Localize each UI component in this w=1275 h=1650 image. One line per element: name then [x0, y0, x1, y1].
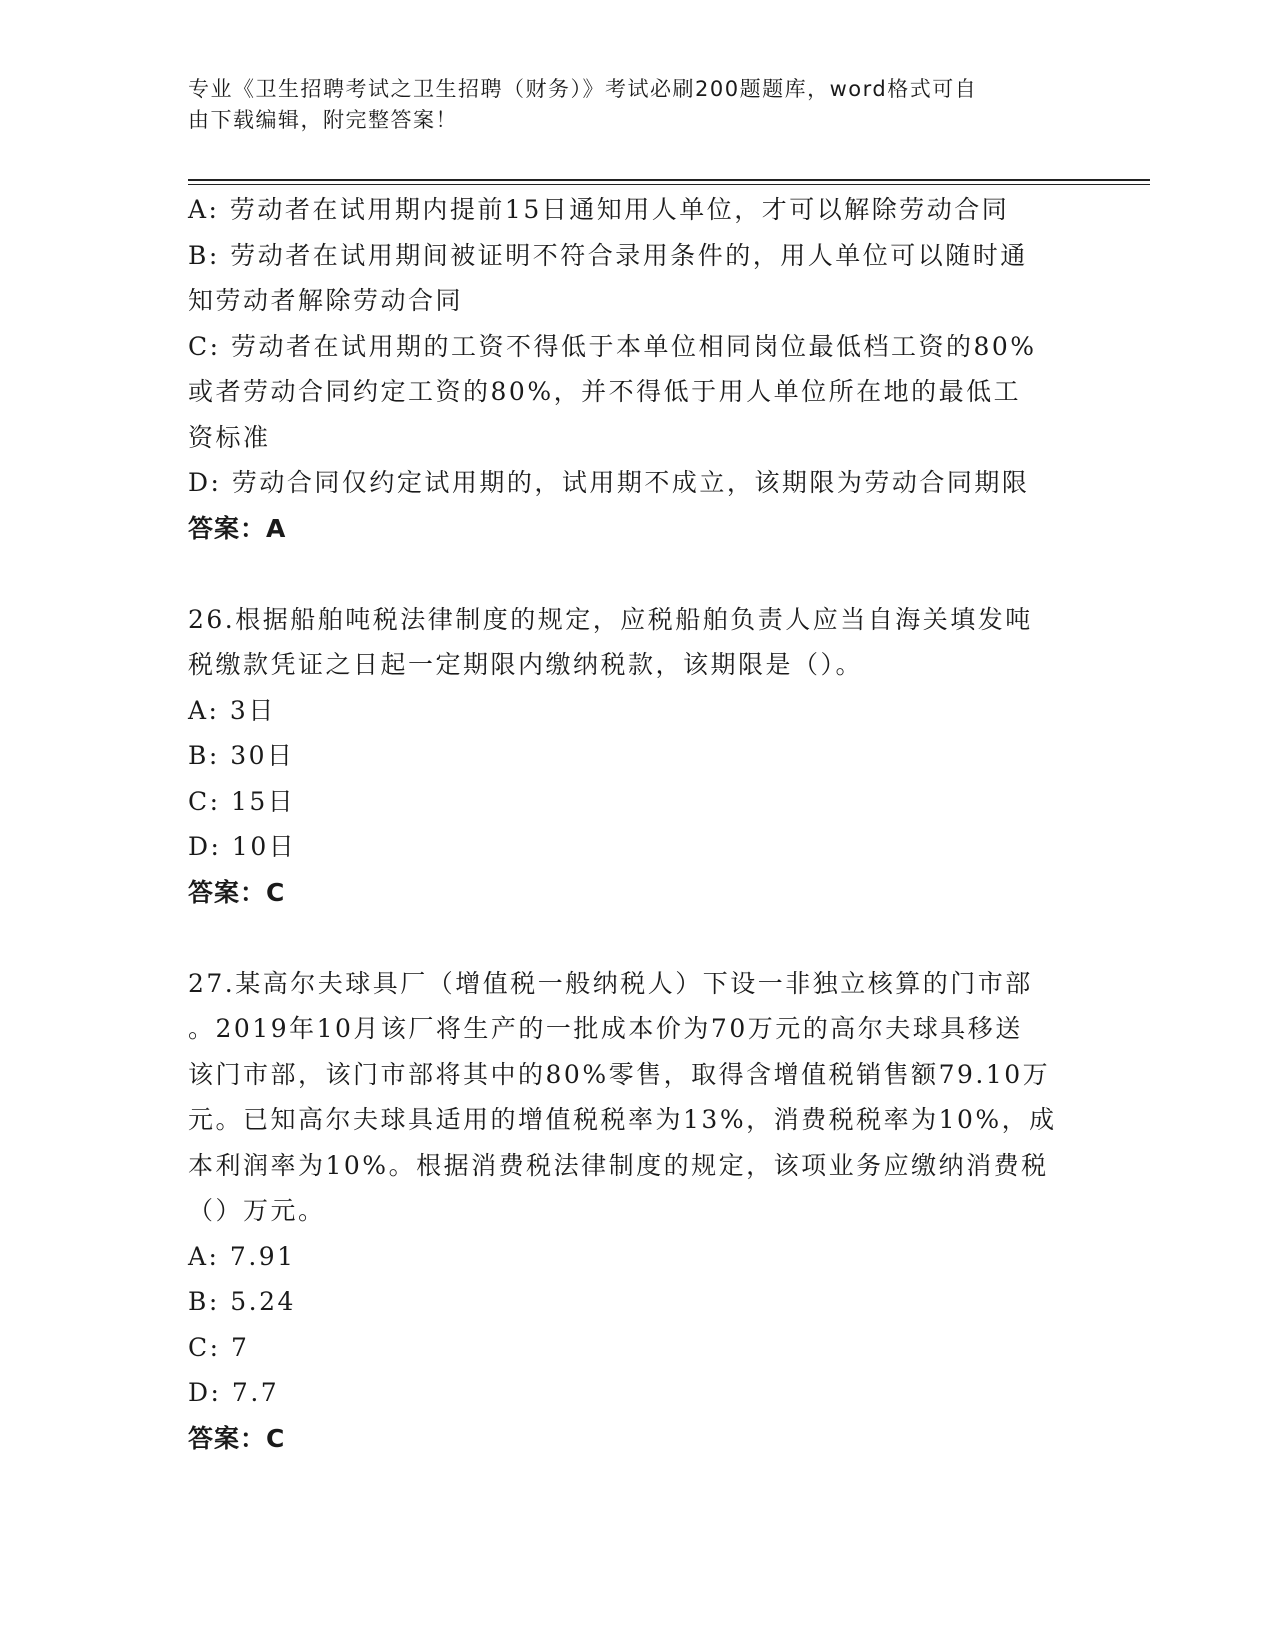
q26-answer: 答案：C — [188, 877, 286, 907]
q27-option-b: B: 5.24 — [188, 1287, 296, 1316]
q27-stem-cont-4: 本利润率为10%。根据消费税法律制度的规定，该项业务应缴纳消费税 — [188, 1150, 1049, 1180]
q27-option-d: D: 7.7 — [188, 1378, 280, 1407]
q27-stem-cont-1: 。2019年10月该厂将生产的一批成本价为70万元的高尔夫球具移送 — [188, 1014, 1023, 1043]
q27-answer: 答案：C — [188, 1423, 286, 1453]
question-content — [188, 187, 1088, 1461]
q25-option-d: D: 劳动合同仅约定试用期的，试用期不成立，该期限为劳动合同期限 — [188, 468, 1030, 497]
question-27-block — [188, 961, 1088, 1462]
q25-option-c-cont: 或者劳动合同约定工资的80%，并不得低于用人单位所在地的最低工 — [188, 377, 1022, 406]
q26-option-b: B: 30日 — [188, 741, 295, 770]
q25-option-b: B: 劳动者在试用期间被证明不符合录用条件的，用人单位可以随时通 — [188, 240, 1028, 270]
q27-stem-cont-2: 该门市部，该门市部将其中的80%零售，取得含增值税销售额79.10万 — [188, 1059, 1051, 1089]
page-header — [188, 74, 1088, 136]
q26-option-a: A: 3日 — [188, 695, 276, 725]
q27-option-a: A: 7.91 — [188, 1241, 296, 1271]
spacer — [188, 551, 1088, 597]
header-line-2: 由下载编辑，附完整答案！ — [188, 108, 458, 132]
header-line-1: 专业《卫生招聘考试之卫生招聘（财务）》考试必刷200题题库，word格式可自 — [188, 77, 978, 101]
q27-stem: 27.某高尔夫球具厂（增值税一般纳税人）下设一非独立核算的门市部 — [188, 968, 1033, 998]
header-rule-thin — [188, 184, 1150, 185]
q25-option-c: C: 劳动者在试用期的工资不得低于本单位相同岗位最低档工资的80% — [188, 331, 1037, 361]
q25-answer: 答案：A — [188, 513, 287, 543]
q27-stem-cont-5: （）万元。 — [188, 1196, 326, 1225]
question-25-block — [188, 187, 1088, 551]
q26-stem: 26.根据船舶吨税法律制度的规定，应税船舶负责人应当自海关填发吨 — [188, 604, 1033, 634]
q26-stem-cont: 税缴款凭证之日起一定期限内缴纳税款，该期限是（）。 — [188, 650, 864, 679]
q25-option-c-cont-2: 资标准 — [188, 422, 271, 452]
q27-option-c: C: 7 — [188, 1332, 250, 1362]
q25-option-a: A: 劳动者在试用期内提前15日通知用人单位，才可以解除劳动合同 — [188, 195, 1010, 224]
q27-stem-cont-3: 元。已知高尔夫球具适用的增值税税率为13%，消费税税率为10%，成 — [188, 1105, 1057, 1134]
question-26-block — [188, 597, 1088, 916]
q26-option-c: C: 15日 — [188, 786, 296, 816]
spacer — [188, 915, 1088, 961]
header-rule-thick — [188, 179, 1150, 181]
q25-option-b-cont: 知劳动者解除劳动合同 — [188, 286, 464, 315]
q26-option-d: D: 10日 — [188, 832, 297, 861]
